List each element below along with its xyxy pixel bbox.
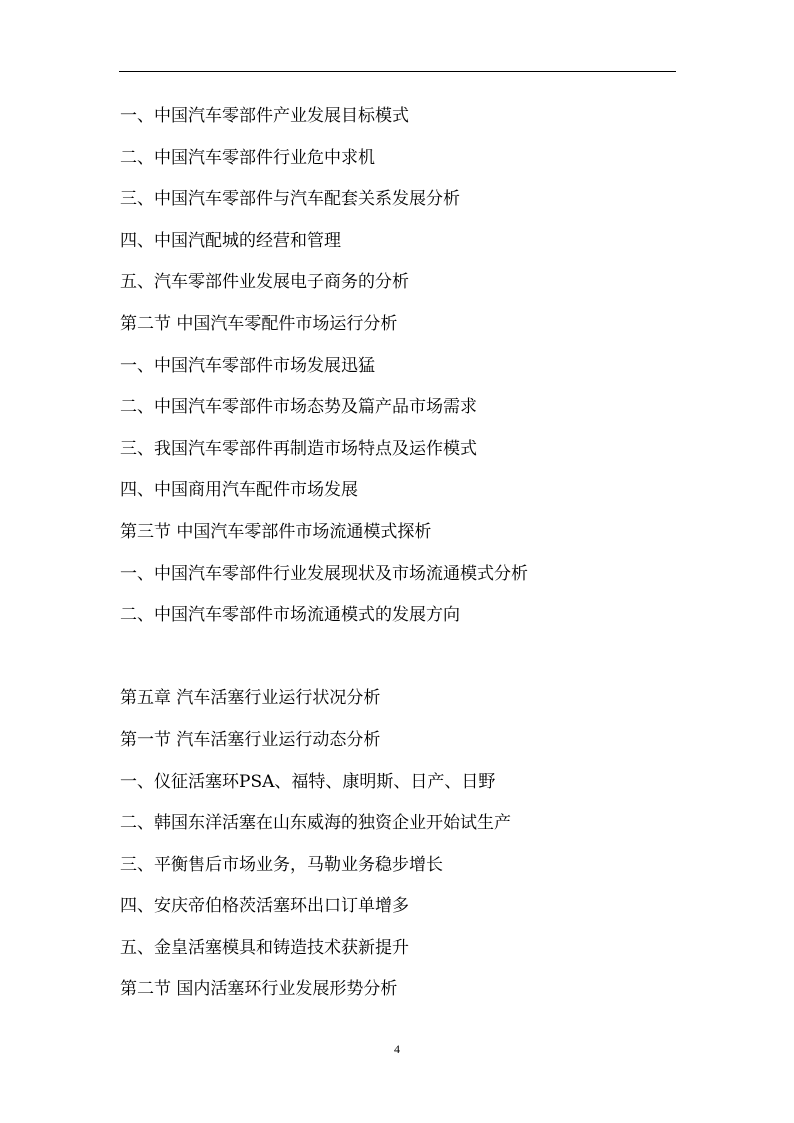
toc-line: 三、中国汽车零部件与汽车配套关系发展分析: [120, 189, 460, 210]
page-number: 4: [394, 1042, 400, 1056]
toc-line: 四、安庆帝伯格茨活塞环出口订单增多: [120, 896, 409, 917]
toc-line: 一、中国汽车零部件产业发展目标模式: [120, 106, 409, 126]
toc-line: 二、中国汽车零部件行业危中求机: [120, 147, 375, 168]
toc-line: 一、中国汽车零部件市场发展迅猛: [120, 355, 375, 376]
toc-spacer: [120, 644, 528, 686]
toc-line: 四、中国汽配城的经营和管理: [120, 230, 341, 251]
toc-line: 三、平衡售后市场业务，马勒业务稳步增长: [120, 854, 443, 875]
toc-chapter-heading: 第五章 汽车活塞行业运行状况分析: [120, 688, 381, 709]
toc-line: 二、中国汽车零部件市场态势及篇产品市场需求: [120, 397, 477, 418]
toc-section-heading: 第二节 中国汽车零配件市场运行分析: [120, 313, 398, 334]
toc-line: 二、韩国东洋活塞在山东威海的独资企业开始试生产: [120, 813, 511, 834]
toc-line: 三、我国汽车零部件再制造市场特点及运作模式: [120, 438, 477, 459]
toc-section-heading: 第二节 国内活塞环行业发展形势分析: [120, 979, 398, 1000]
toc-line: 五、汽车零部件业发展电子商务的分析: [120, 272, 409, 293]
toc-line: 二、中国汽车零部件市场流通模式的发展方向: [120, 605, 460, 626]
toc-line: 五、金皇活塞模具和铸造技术获新提升: [120, 937, 409, 958]
toc-line: 一、中国汽车零部件行业发展现状及市场流通模式分析: [120, 563, 528, 584]
header-rule: [119, 71, 676, 72]
toc-section-heading: 第一节 汽车活塞行业运行动态分析: [120, 729, 381, 750]
toc-section-heading: 第三节 中国汽车零部件市场流通模式探析: [120, 521, 432, 542]
toc-line: 一、仪征活塞环PSA、福特、康明斯、日产、日野: [120, 771, 496, 792]
table-of-contents: [120, 103, 528, 1018]
toc-line: 四、中国商用汽车配件市场发展: [120, 480, 358, 501]
